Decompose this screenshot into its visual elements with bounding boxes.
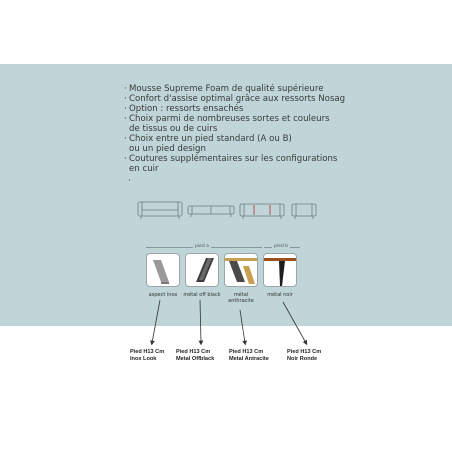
- arrow-noir: [283, 302, 306, 343]
- leg-caption: aspect inox: [148, 292, 178, 298]
- feature-item: · Mousse Supreme Foam de qualité supérieure: [124, 84, 345, 94]
- leg-caption: métal anthracite: [228, 292, 254, 304]
- callout-anthracite: [229, 349, 269, 363]
- leg-group-b-title: pied b: [274, 244, 289, 249]
- callout-line1: Pied H13 Cm: [130, 349, 165, 355]
- callout-line1: Pied H13 Cm: [287, 349, 322, 355]
- callout-line1: Pied H13 Cm: [176, 349, 211, 355]
- leg-caption: métal noir: [267, 292, 293, 298]
- callout-line2: Metal Offblack: [176, 356, 215, 362]
- feature-item: · Option : ressorts ensachés: [124, 104, 345, 114]
- callout-offblack: [176, 349, 214, 363]
- callout-line1: Pied H13 Cm: [229, 349, 264, 355]
- callout-noir: [287, 349, 321, 363]
- feature-item: · Choix entre un pied standard (A ou B) ou un pied design: [124, 134, 345, 154]
- leg-group-a-title: pied a: [195, 244, 209, 249]
- callout-inox: [130, 349, 164, 363]
- arrow-offblack: [200, 300, 201, 343]
- empty-bullet: ·: [128, 176, 131, 186]
- arrow-inox: [152, 300, 160, 343]
- arrow-anthracite: [240, 310, 245, 343]
- feature-item: · Coutures supplémentaires sur les configurations en cuir: [124, 154, 345, 174]
- callout-line2: Metal Antracite: [229, 356, 269, 362]
- feature-item: · Confort d'assise optimal grâce aux ressorts Nosag: [124, 94, 345, 104]
- leg-caption: métal off black: [183, 292, 221, 298]
- feature-item: · Choix parmi de nombreuses sortes et couleurs de tissus ou de cuirs: [124, 114, 345, 134]
- callout-line2: Noir Ronde: [287, 356, 318, 362]
- callout-line2: Inox Look: [130, 356, 157, 362]
